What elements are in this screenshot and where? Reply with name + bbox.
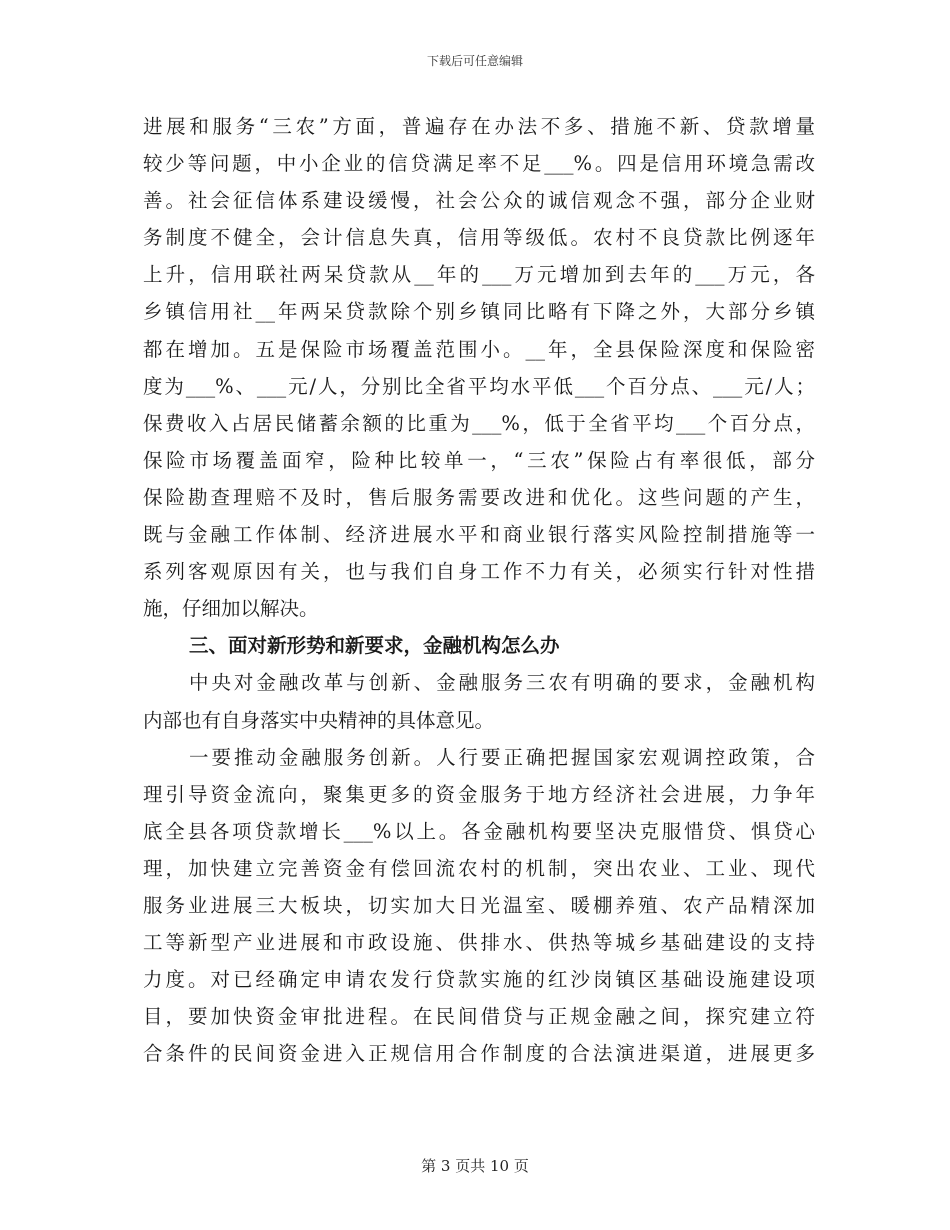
text-line: 度为___%、___元/人，分别比全省平均水平低___个百分点、___元/人； bbox=[143, 374, 815, 398]
text-line: 理引导资金流向，聚集更多的资金服务于地方经济社会进展，力争年 bbox=[143, 782, 815, 806]
text-line: 乡镇信用社__年两呆贷款除个别乡镇同比略有下降之外，大部分乡镇 bbox=[143, 300, 815, 324]
text-line: 保险市场覆盖面窄，险种比较单一，“三农”保险占有率很低，部分 bbox=[143, 448, 815, 472]
section-heading: 三、面对新形势和新要求，金融机构怎么办 bbox=[189, 634, 560, 658]
page-header: 下载后可任意编辑 bbox=[426, 54, 523, 68]
text-line: 目，要加快资金审批进程。在民间借贷与正规金融之间，探究建立符 bbox=[143, 1005, 815, 1029]
text-line: 力度。对已经确定申请农发行贷款实施的红沙岗镇区基础设施建设项 bbox=[143, 968, 815, 992]
text-line: 中央对金融改革与创新、金融服务三农有明确的要求，金融机构 bbox=[189, 671, 815, 695]
text-line: 合条件的民间资金进入正规信用合作制度的合法演进渠道，进展更多 bbox=[143, 1042, 815, 1066]
text-line: 既与金融工作体制、经济进展水平和商业银行落实风险控制措施等一 bbox=[143, 523, 815, 547]
text-line: 务制度不健全，会计信息失真，信用等级低。农村不良贷款比例逐年 bbox=[143, 226, 815, 250]
text-line: 上升，信用联社两呆贷款从__年的___万元增加到去年的___万元，各 bbox=[143, 263, 815, 287]
text-line: 保费收入占居民储蓄余额的比重为___%，低于全省平均___个百分点， bbox=[143, 411, 815, 435]
text-line: 保险勘查理赔不及时，售后服务需要改进和优化。这些问题的产生， bbox=[143, 485, 815, 509]
text-line: 理，加快建立完善资金有偿回流农村的机制，突出农业、工业、现代 bbox=[143, 856, 815, 880]
page-footer: 第 3 页共 10 页 bbox=[421, 1157, 529, 1175]
text-line: 系列客观原因有关，也与我们自身工作不力有关，必须实行针对性措 bbox=[143, 560, 815, 584]
text-line: 底全县各项贷款增长___%以上。各金融机构要坚决克服惜贷、惧贷心 bbox=[143, 819, 815, 843]
text-line: 内部也有自身落实中央精神的具体意见。 bbox=[143, 708, 495, 732]
text-line: 服务业进展三大板块，切实加大日光温室、暖棚养殖、农产品精深加 bbox=[143, 893, 815, 917]
text-line: 进展和服务“三农”方面，普遍存在办法不多、措施不新、贷款增量 bbox=[143, 115, 815, 138]
text-line: 施，仔细加以解决。 bbox=[143, 597, 319, 621]
text-line: 一要推动金融服务创新。人行要正确把握国家宏观调控政策，合 bbox=[189, 745, 815, 769]
text-line: 都在增加。五是保险市场覆盖范围小。__年，全县保险深度和保险密 bbox=[143, 337, 815, 361]
text-line: 工等新型产业进展和市政设施、供排水、供热等城乡基础建设的支持 bbox=[143, 931, 815, 955]
text-line: 较少等问题，中小企业的信贷满足率不足___%。四是信用环境急需改 bbox=[143, 152, 815, 176]
text-line: 善。社会征信体系建设缓慢，社会公众的诚信观念不强，部分企业财 bbox=[143, 189, 815, 213]
document-body bbox=[143, 108, 815, 1072]
